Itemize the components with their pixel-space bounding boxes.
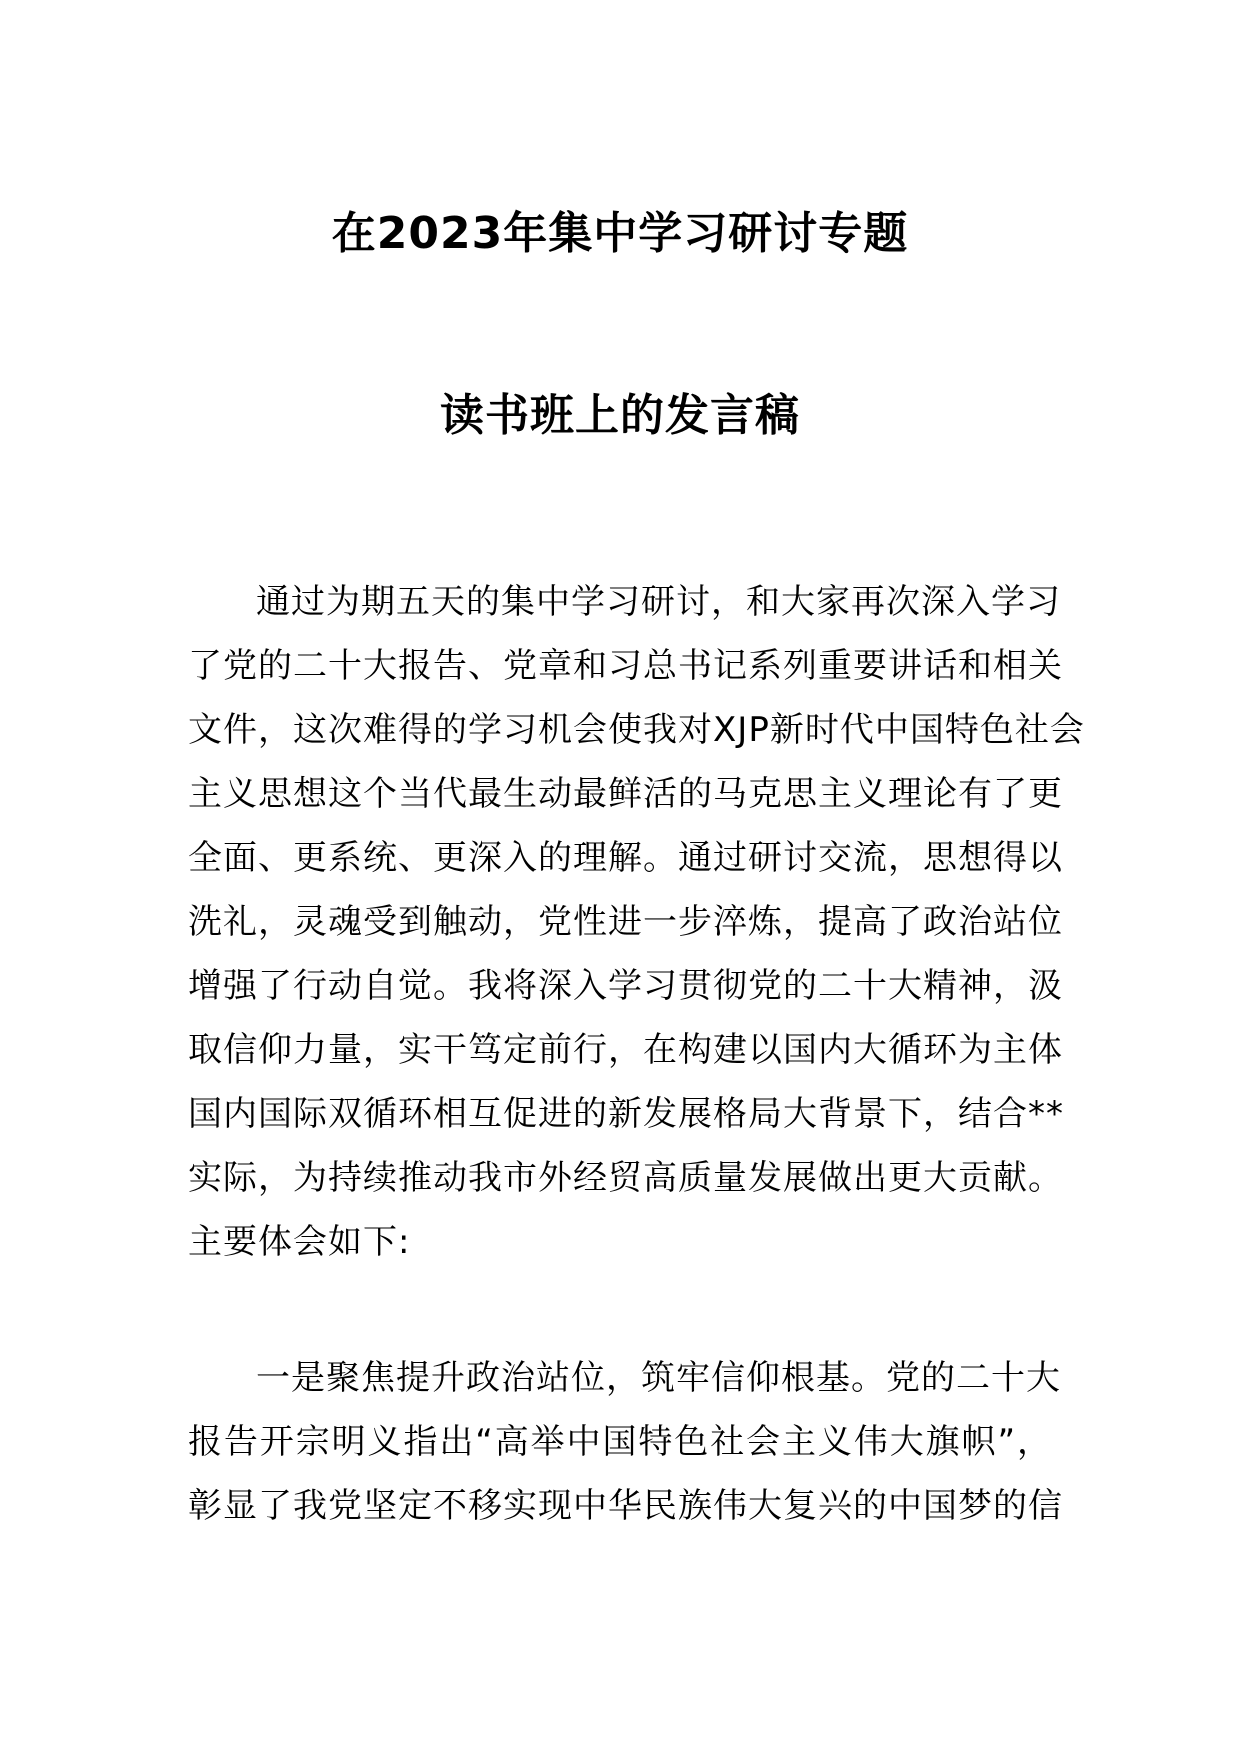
paragraph-line: 国内国际双循环相互促进的新发展格局大背景下，结合** <box>188 1094 1064 1134</box>
paragraph-line: 彰显了我党坚定不移实现中华民族伟大复兴的中国梦的信 <box>188 1486 1063 1526</box>
document-title-line-2: 读书班上的发言稿 <box>440 390 800 441</box>
paragraph-line: 主要体会如下: <box>188 1222 411 1262</box>
body-paragraph-1 <box>188 570 1085 1274</box>
paragraph-line: 取信仰力量，实干笃定前行，在构建以国内大循环为主体 <box>188 1030 1063 1070</box>
paragraph-line: 了党的二十大报告、党章和习总书记系列重要讲话和相关 <box>188 646 1063 686</box>
paragraph-line: 文件，这次难得的学习机会使我对XJP新时代中国特色社会 <box>188 710 1085 750</box>
paragraph-line: 实际，为持续推动我市外经贸高质量发展做出更大贡献。 <box>188 1158 1063 1198</box>
body-paragraph-2 <box>188 1346 1063 1538</box>
paragraph-line: 主义思想这个当代最生动最鲜活的马克思主义理论有了更 <box>188 774 1063 814</box>
paragraph-line: 增强了行动自觉。我将深入学习贯彻党的二十大精神，汲 <box>188 966 1063 1006</box>
paragraph-line: 洗礼，灵魂受到触动，党性进一步淬炼，提高了政治站位 <box>188 902 1063 942</box>
paragraph-line: 通过为期五天的集中学习研讨，和大家再次深入学习 <box>256 582 1061 622</box>
paragraph-line: 一是聚焦提升政治站位，筑牢信仰根基。党的二十大 <box>256 1358 1061 1398</box>
paragraph-line: 全面、更系统、更深入的理解。通过研讨交流，思想得以 <box>188 838 1063 878</box>
document-title-line-1: 在2023年集中学习研讨专题 <box>331 208 909 259</box>
paragraph-line: 报告开宗明义指出“高举中国特色社会主义伟大旗帜”， <box>188 1422 1052 1462</box>
